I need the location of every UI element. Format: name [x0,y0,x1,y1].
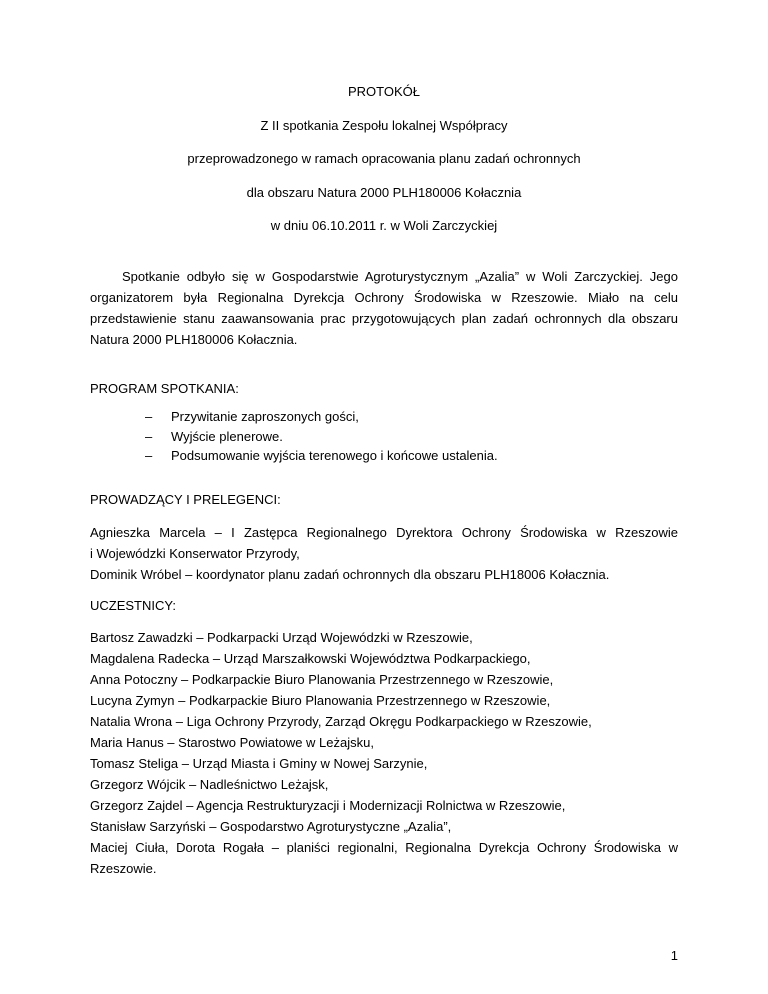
document-title: PROTOKÓŁ [347,84,420,99]
list-item: Bartosz Zawadzki – Podkarpacki Urząd Wojewódzki w Rzeszowie, [90,630,473,645]
list-item: Magdalena Radecka – Urząd Marszałkowski Województwa Podkarpackiego, [90,651,531,666]
list-item: Lucyna Zymyn – Podkarpackie Biuro Planowania Przestrzennego w Rzeszowie, [90,693,551,708]
list-item: Maciej Ciuła, Dorota Rogała – planiści regionalni, Regionalna Dyrekcja Ochrony Środowiska w Rzeszowie. [90,840,678,876]
speakers-heading: PROWADZĄCY I PRELEGENCI: [90,492,281,507]
dash-bullet-icon: – [145,428,153,444]
list-item [145,446,498,466]
list-item: Tomasz Steliga – Urząd Miasta i Gminy w Nowej Sarzynie, [90,756,428,771]
list-item [145,407,498,427]
page-number: 1 [670,948,678,963]
list-item: Natalia Wrona – Liga Ochrony Przyrody, Zarząd Okręgu Podkarpackiego w Rzeszowie, [90,714,592,729]
program-heading: PROGRAM SPOTKANIA: [90,381,239,396]
title-line-area: dla obszaru Natura 2000 PLH180006 Kołacznia [246,185,522,200]
speaker-line: i Wojewódzki Konserwator Przyrody, [90,546,300,561]
dash-bullet-icon: – [145,448,153,463]
speaker-line: Agnieszka Marcela – I Zastępca Regionalnego Dyrektora Ochrony Środowiska w Rzeszowie [90,525,678,540]
list-item: Stanisław Sarzyński – Gospodarstwo Agroturystyczne „Azalia”, [90,819,452,834]
program-item-text: Wyjście plenerowe. [171,428,283,444]
list-item: Grzegorz Zajdel – Agencja Restrukturyzacji i Modernizacji Rolnictwa w Rzeszowie, [90,798,566,813]
list-item [145,427,498,447]
list-item: Maria Hanus – Starostwo Powiatowe w Leżajsku, [90,735,374,750]
participants-list [90,627,678,879]
title-line-date-place: w dniu 06.10.2011 r. w Woli Zarczyckiej [270,218,498,233]
speakers-block [90,522,678,585]
list-item: Grzegorz Wójcik – Nadleśnictwo Leżajsk, [90,777,329,792]
list-item: Anna Potoczny – Podkarpackie Biuro Planowania Przestrzennego w Rzeszowie, [90,672,554,687]
program-list [145,407,498,466]
dash-bullet-icon: – [145,409,153,424]
title-line-purpose: przeprowadzonego w ramach opracowania planu zadań ochronnych [187,151,581,166]
speaker-line: Dominik Wróbel – koordynator planu zadań ochronnych dla obszaru PLH18006 Kołacznia. [90,567,610,582]
program-item-text: Podsumowanie wyjścia terenowego i końcowe ustalenia. [171,448,498,463]
program-item-text: Przywitanie zaproszonych gości, [171,409,359,424]
title-line-meeting: Z II spotkania Zespołu lokalnej Współpracy [260,118,508,133]
intro-paragraph: Spotkanie odbyło się w Gospodarstwie Agroturystycznym „Azalia” w Woli Zarczyckiej. Jego organizatorem była Regionalna Dyrekcja Ochrony Środowiska w Rzeszowie. Miało na celu przedstawienie stanu zaawansowania prac przygotowujących plan zadań ochronnych dla obszaru Natura 2000 PLH180006 Kołacznia. [90,269,678,347]
participants-heading: UCZESTNICY: [90,598,176,613]
